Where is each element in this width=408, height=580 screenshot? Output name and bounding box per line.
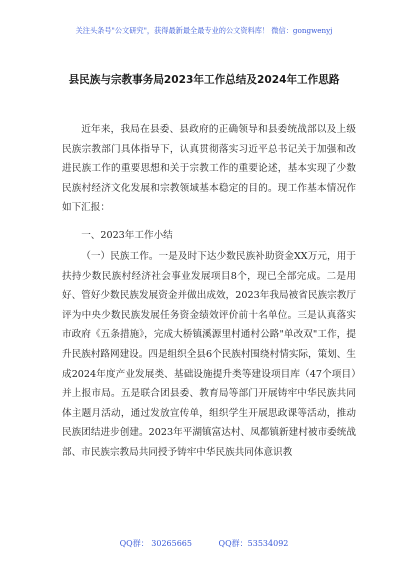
footer [0,538,408,549]
section-body-paragraph: （一）民族工作。一是及时下达少数民族补助资金XX万元，用于扶持少数民族村经济社会事业发展项目8个，现已全部完成。二是用好、管好少数民族发展资金并做出成效，2023年我局被省民族宗教厅评为中央少数民族发展任务资金绩效评价前十名单位。三是认真落实市政府《五条措施》，完成大桥镇溪源里村通村公路"单改双"工作，提升民族村路网建设。四是组织全县6个民族村围绕村情实际，策划、生成2024年度产业发展类、基础设施提升类等建设项目库（47个项目）并上报市局。五是联合团县委、教育局等部门开展铸牢中华民族共同体主题月活动，通过发放宣传单，组织学生开展思政课等活动，推动民族团结进步创建。2023年平湖镇富达村、凤都镇新建村被市委统战部、市民族宗教局共同授予铸牢中华民族共同体意识教 [62,251,356,458]
intro-paragraph: 近年来，我局在县委、县政府的正确领导和县委统战部以及上级民族宗教部门具体指导下，认真贯彻落实习近平总书记关于加强和改进民族工作的重要思想和关于宗教工作的重要论述，基本实现了少数民族村经济文化发展和宗教领域基本稳定的目的。现工作基本情况作如下汇报： [62,124,356,214]
footer-qq-group-2: QQ群：53534092 [218,539,289,548]
header-note: 关注头条号"公文研究"，获得最新最全最专业的公文资料库！ 微信：gongwenyj [75,26,333,35]
footer-qq-group-1: QQ群： 30265665 [119,539,192,548]
document-title: 县民族与宗教事务局2023年工作总结及2024年工作思路 [68,74,340,86]
section-heading: 一、2023年工作小结 [81,230,173,241]
